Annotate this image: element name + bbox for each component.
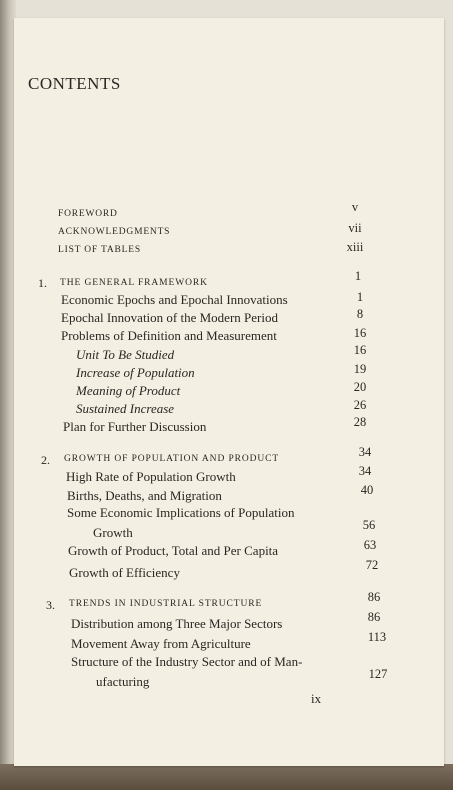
toc-label: Meaning of Product — [76, 383, 181, 398]
toc-entry — [14, 327, 444, 347]
toc-page: 127 — [368, 667, 388, 681]
toc-front-list-of-tables — [14, 242, 444, 262]
toc-page: 1 — [356, 290, 364, 304]
toc-page: 8 — [356, 307, 364, 321]
contents-page — [14, 18, 444, 766]
chapter-page: 1 — [354, 269, 362, 283]
toc-label: Growth of Product, Total and Per Capita — [68, 543, 279, 558]
page-title: CONTENTS — [28, 74, 121, 93]
toc-page: 16 — [353, 343, 367, 357]
toc-entry — [14, 630, 444, 655]
toc-entry-continuation — [14, 667, 444, 693]
toc-subentry — [14, 399, 444, 419]
toc-label: Growth of Efficiency — [69, 565, 180, 580]
chapter-title: THE GENERAL FRAMEWORK — [60, 278, 208, 288]
chapter-number: 3. — [46, 598, 55, 612]
toc-label: Unit To Be Studied — [76, 347, 175, 362]
toc-label: Structure of the Industry Sector and of Man- — [71, 654, 303, 669]
toc-entry — [14, 417, 444, 437]
toc-label: Problems of Definition and Measurement — [61, 328, 277, 343]
toc-label: High Rate of Population Growth — [66, 469, 236, 484]
toc-label: Movement Away from Agriculture — [71, 636, 251, 651]
toc-label: Sustained Increase — [76, 401, 175, 416]
chapter-page: 34 — [358, 445, 372, 459]
toc-subentry — [14, 345, 444, 365]
toc-label: Economic Epochs and Epochal Innovations — [61, 292, 288, 307]
toc-front-acknowledgments — [14, 221, 444, 244]
toc-page: 72 — [365, 558, 379, 572]
toc-entry — [14, 291, 444, 311]
chapter-title: TRENDS IN INDUSTRIAL STRUCTURE — [69, 599, 263, 609]
toc-label: FOREWORD — [58, 209, 118, 219]
toc-page: 86 — [367, 610, 381, 624]
toc-label: Plan for Further Discussion — [63, 419, 207, 434]
toc-label: ACKNOWLEDGMENTS — [58, 227, 171, 237]
toc-label: LIST OF TABLES — [58, 245, 141, 255]
toc-label: Increase of Population — [76, 365, 195, 380]
toc-label: Births, Deaths, and Migration — [67, 488, 222, 503]
toc-entry — [14, 558, 444, 583]
toc-front-foreword — [14, 200, 444, 226]
toc-label: Distribution among Three Major Sectors — [71, 616, 283, 631]
toc-subentry — [14, 381, 444, 401]
toc-page: 19 — [353, 362, 367, 376]
toc-page: v — [351, 200, 359, 214]
toc-subentry — [14, 363, 444, 383]
chapter-page: 86 — [367, 590, 381, 604]
chapter-number: 1. — [38, 276, 47, 290]
toc-label-continuation: Growth — [93, 525, 133, 540]
toc-page: xiii — [346, 240, 364, 254]
toc-page: 28 — [353, 415, 367, 429]
toc-label: Some Economic Implications of Population — [67, 505, 295, 520]
book-bottom-edge — [0, 764, 453, 790]
chapter-title: GROWTH OF POPULATION AND PRODUCT — [64, 454, 280, 464]
toc-page: 63 — [363, 538, 377, 552]
toc-page: 40 — [360, 483, 374, 497]
toc-entry — [14, 309, 444, 329]
toc-label: Epochal Innovation of the Modern Period — [61, 310, 278, 325]
page-folio: ix — [311, 691, 322, 706]
toc-page: vii — [348, 221, 362, 235]
toc-page: 56 — [362, 518, 376, 532]
toc-page: 26 — [353, 398, 367, 412]
toc-page: 113 — [367, 630, 387, 644]
toc-page: 16 — [353, 326, 367, 340]
toc-label-continuation: ufacturing — [96, 674, 150, 689]
toc-page: 20 — [353, 380, 367, 394]
toc-page: 34 — [358, 464, 372, 478]
chapter-number: 2. — [41, 453, 50, 467]
